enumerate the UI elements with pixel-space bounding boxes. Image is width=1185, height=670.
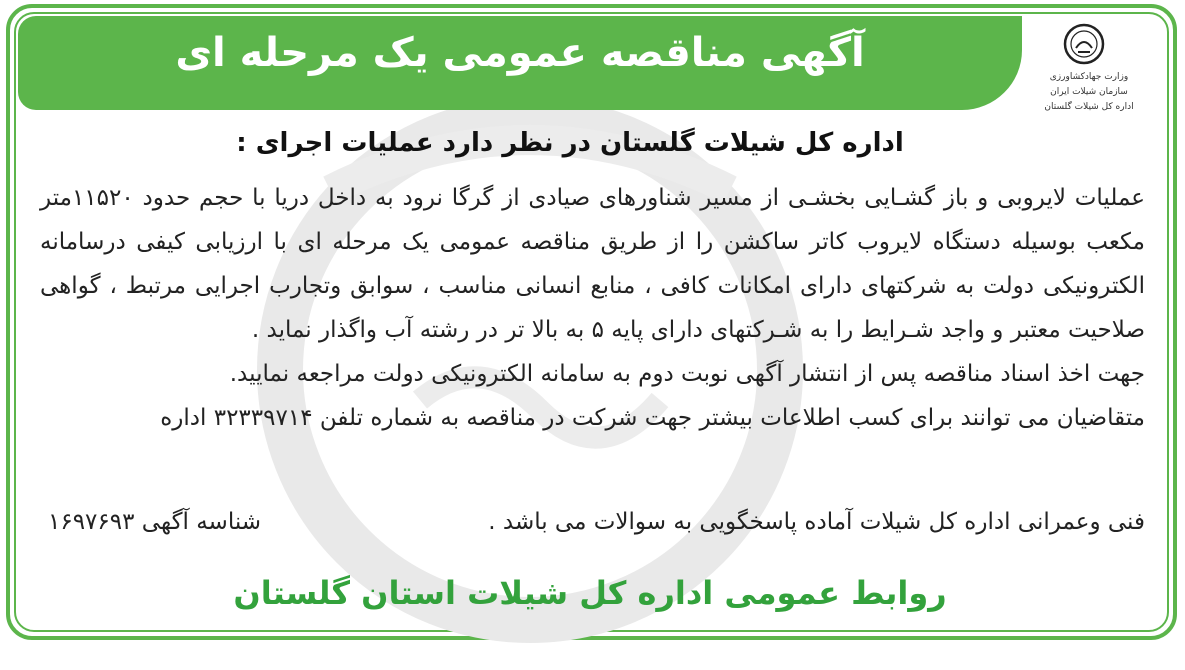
ad-id: شناسه آگهی ۱۶۹۷۶۹۳ [48, 509, 262, 535]
paragraph-documents: جهت اخذ اسناد مناقصه پس از انتشار آگهی نوبت دوم به سامانه الکترونیکی دولت مراجعه نمایید. [229, 361, 1145, 387]
notice-body [40, 176, 1145, 440]
intro-heading: اداره کل شیلات گلستان در نظر دارد عملیات اجرای : [236, 128, 904, 158]
logo-line-organization: سازمان شیلات ایران [1050, 87, 1128, 97]
closing-line [40, 500, 1145, 544]
jahad-logo-icon [1062, 22, 1106, 66]
page-title: آگهی مناقصه عمومی یک مرحله ای [175, 30, 865, 76]
footer-signature: روابط عمومی اداره کل شیلات استان گلستان [233, 574, 947, 612]
logo-caption [1034, 70, 1144, 115]
closing-text: فنی وعمرانی اداره کل شیلات آماده پاسخگویی به سوالات می باشد . [488, 509, 1145, 535]
logo-line-office: اداره کل شیلات گلستان [1044, 102, 1134, 112]
paragraph-scope: عملیات لایروبی و باز گشـایی بخشـی از مسیر شناورهای صیادی از گرگا نرود به داخل دریا با حجم حدود ۱۱۵۲۰متر مکعب بوسیله دستگاه لایروب کاتر ساکشن را از طریق مناقصه عمومی یک مرحله ای با ارزیابی کیفی درسامانه الکترونیکی دولت به شرکتهای دارای امکانات کافی ، منابع انسانی مناسب ، سوابق وتجارب اجرایی مرتبط ، گواهی صلاحیت معتبر و واجد شـرایط را به شـرکتهای دارای پایه ۵ به بالا تر در رشته آب واگذار نماید . [40, 185, 1145, 343]
paragraph-contact: متقاضیان می توانند برای کسب اطلاعات بیشتر جهت شرکت در مناقصه به شماره تلفن ۳۲۳۳۹۷۱۴ اداره [160, 405, 1145, 431]
logo-line-ministry: وزارت جهادکشاورزی [1049, 72, 1129, 82]
